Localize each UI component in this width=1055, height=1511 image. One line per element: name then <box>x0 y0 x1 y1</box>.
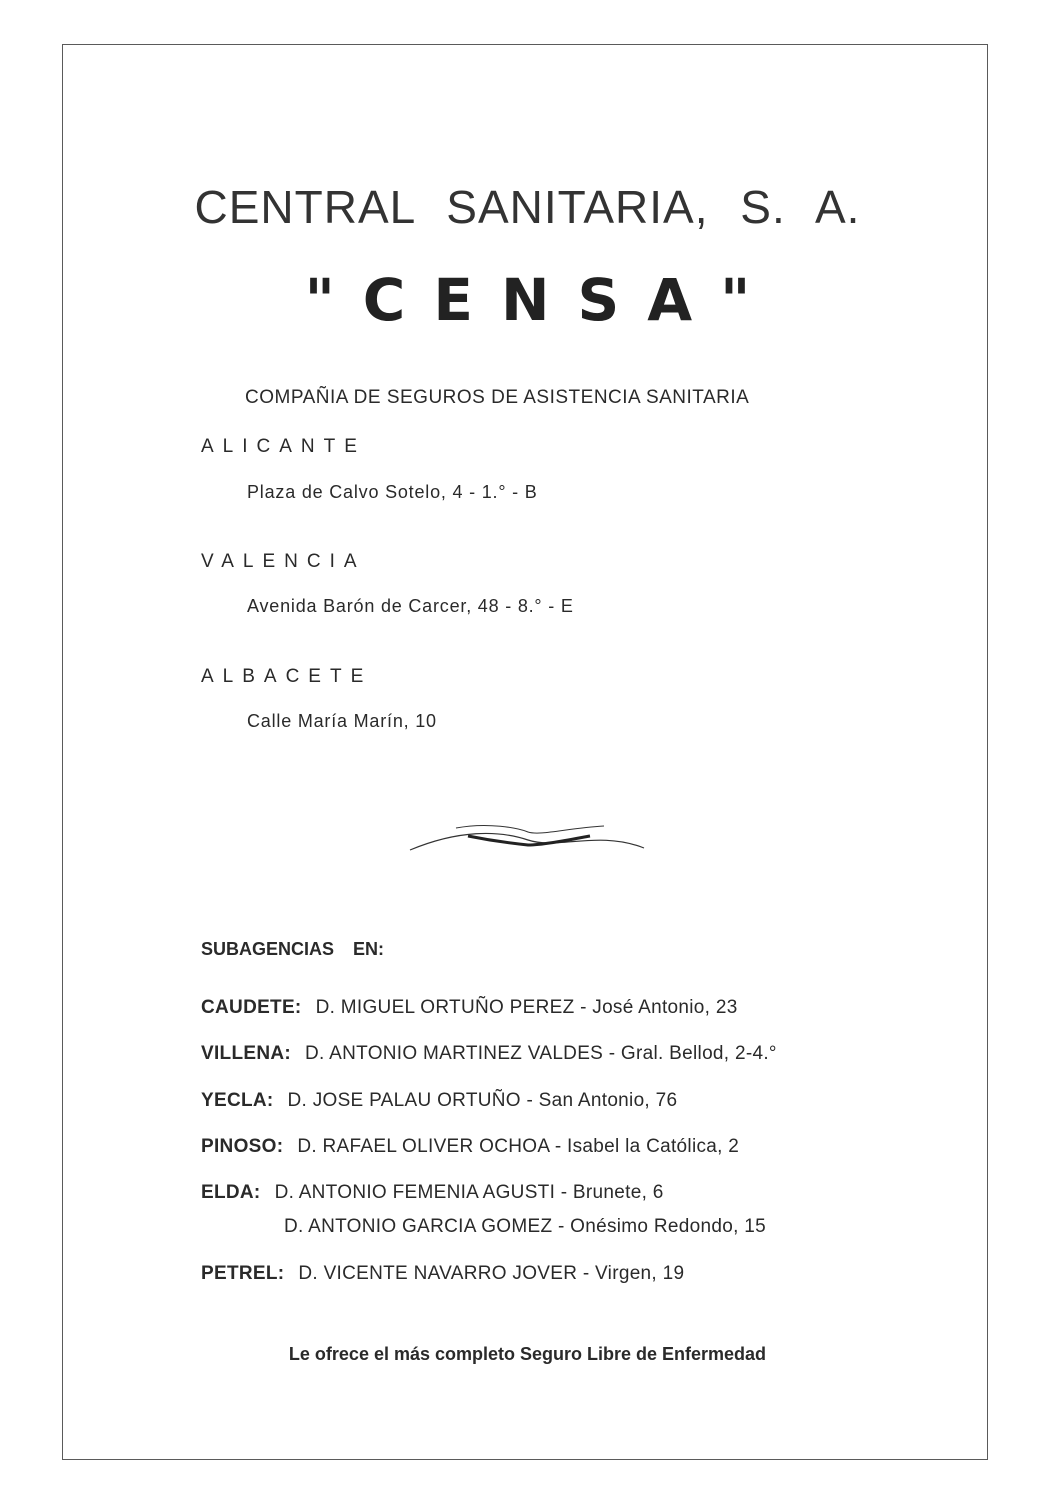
footer-slogan: Le ofrece el más completo Seguro Libre de Enfermedad <box>288 1344 767 1364</box>
subagency-pinoso <box>201 1136 739 1158</box>
subagency-town: ELDA: <box>201 1182 261 1203</box>
office-address-alicante: Plaza de Calvo Sotelo, 4 - 1.° - B <box>247 482 538 502</box>
subagency-town: PINOSO: <box>201 1136 284 1157</box>
company-name: CENTRAL SANITARIA, S. A. <box>194 181 861 233</box>
subagency-entry: D. ANTONIO FEMENIA AGUSTI - Brunete, 6 <box>274 1182 664 1203</box>
subagency-entry: D. RAFAEL OLIVER OCHOA - Isabel la Católica, 2 <box>297 1136 740 1157</box>
subagency-entry: D. MIGUEL ORTUÑO PEREZ - José Antonio, 23 <box>315 997 738 1018</box>
subagency-caudete <box>201 997 738 1019</box>
company-subtitle: COMPAÑIA DE SEGUROS DE ASISTENCIA SANITARIA <box>245 387 750 408</box>
subagency-entry: D. JOSE PALAU ORTUÑO - San Antonio, 76 <box>287 1090 678 1111</box>
subagency-town: VILLENA: <box>201 1043 292 1064</box>
subagency-entry: D. VICENTE NAVARRO JOVER - Virgen, 19 <box>298 1263 685 1284</box>
office-city-valencia: VALENCIA <box>201 551 366 572</box>
subagency-town: YECLA: <box>201 1090 274 1111</box>
censa-logo: "CENSA" <box>304 266 779 334</box>
subagency-villena <box>201 1043 777 1065</box>
office-city-albacete: ALBACETE <box>201 666 373 687</box>
subagency-town: PETREL: <box>201 1263 285 1284</box>
subagencies-heading: SUBAGENCIAS EN: <box>201 939 385 959</box>
page-border <box>62 44 988 1460</box>
wave-ornament-icon <box>408 818 648 858</box>
subagency-town: CAUDETE: <box>201 997 302 1018</box>
office-city-alicante: ALICANTE <box>201 436 366 457</box>
subagency-elda-second: D. ANTONIO GARCIA GOMEZ - Onésimo Redondo, 15 <box>284 1216 766 1237</box>
office-address-valencia: Avenida Barón de Carcer, 48 - 8.° - E <box>247 596 574 616</box>
subagency-elda <box>201 1182 664 1204</box>
office-address-albacete: Calle María Marín, 10 <box>247 711 437 731</box>
subagency-entry: D. ANTONIO MARTINEZ VALDES - Gral. Bellod, 2-4.° <box>305 1043 777 1064</box>
subagency-petrel <box>201 1263 684 1285</box>
subagency-yecla <box>201 1090 677 1112</box>
